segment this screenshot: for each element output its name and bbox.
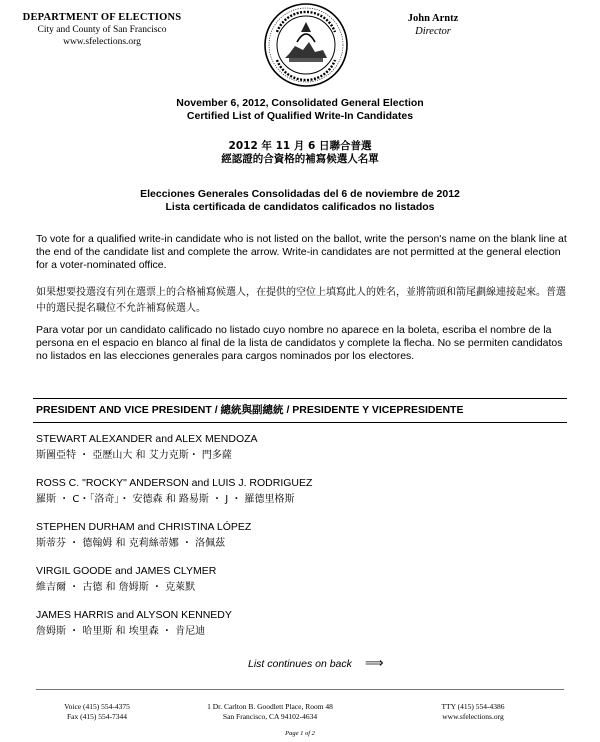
footer-divider — [36, 689, 564, 690]
candidate-name-zh: 斯蒂芬 ・ 德翰姆 和 克莉絲蒂娜 ・ 洛佩茲 — [36, 538, 226, 549]
section-title: PRESIDENT AND VICE PRESIDENT / 總統與副總統 / PRESIDENTE Y VICEPRESIDENTE — [36, 404, 464, 416]
title-zh-line2: 經認證的合資格的補寫候選人名單 — [221, 153, 379, 165]
title-es-line1: Elecciones Generales Consolidadas del 6 de noviembre de 2012 — [140, 188, 460, 200]
city-seal-icon — [263, 2, 349, 88]
director-title: Director — [415, 26, 451, 37]
candidate-name-zh: 詹姆斯 ・ 哈里斯 和 埃里森 ・ 肯尼迪 — [36, 626, 206, 637]
title-chinese — [0, 140, 600, 166]
footer-fax: Fax (415) 554-7344 — [67, 712, 127, 721]
candidate-name-en: STEWART ALEXANDER and ALEX MENDOZA — [36, 433, 258, 445]
footer-address-line1: 1 Dr. Carlton B. Goodlett Place, Room 48 — [207, 702, 333, 711]
title-english — [0, 97, 600, 123]
footer-contact — [418, 702, 528, 722]
candidate-entry — [36, 477, 556, 506]
page-number: Page 1 of 2 — [285, 730, 315, 737]
footer-voice: Voice (415) 554-4375 — [64, 702, 130, 711]
footer-website: www.sfelections.org — [442, 712, 504, 721]
candidate-entry — [36, 609, 556, 638]
candidate-name-en: JAMES HARRIS and ALYSON KENNEDY — [36, 609, 232, 621]
title-es-line2: Lista certificada de candidatos calificados no listados — [165, 201, 435, 213]
director-header — [388, 12, 478, 38]
header-website: www.sfelections.org — [63, 37, 141, 47]
instructions-spanish: Para votar por un candidato calificado no listado cuyo nombre no aparece en la boleta, escriba el nombre de la persona en el espacio en blanco al final de la lista de candidatos y complete la flecha. No se permiten candidatos no listados en las elecciones generales para cargos nominados por los electores. — [36, 324, 563, 362]
title-spanish — [0, 188, 600, 214]
title-en-line1: November 6, 2012, Consolidated General Election — [176, 97, 424, 109]
candidate-entry — [36, 565, 556, 594]
candidate-name-zh: 維吉爾 ・ 古德 和 詹姆斯 ・ 克萊默 — [36, 582, 196, 593]
footer-address — [180, 702, 360, 722]
footer-address-line2: San Francisco, CA 94102-4634 — [222, 712, 318, 721]
candidate-name-en: VIRGIL GOODE and JAMES CLYMER — [36, 565, 217, 577]
candidate-name-zh: 斯圖亞特 ・ 亞歷山大 和 艾力克斯・ 門多薩 — [36, 450, 232, 461]
title-zh-line1: 2012 年 11 月 6 日聯合普選 — [228, 140, 372, 152]
candidate-name-en: STEPHEN DURHAM and CHRISTINA LÓPEZ — [36, 521, 252, 533]
candidate-entry — [36, 433, 556, 462]
instructions-english: To vote for a qualified write-in candidate who is not listed on the ballot, write the person's name on the blank line at the end of the candidate list and complete the arrow. Write-in candidates are not permitted at the general election for a voter-nominated office. — [36, 233, 567, 271]
footer-tty: TTY (415) 554-4386 — [441, 702, 505, 711]
section-divider-bottom — [33, 422, 567, 423]
department-header — [12, 12, 192, 48]
list-continues-text: List continues on back — [248, 658, 352, 670]
candidate-name-en: ROSS C. "ROCKY" ANDERSON and LUIS J. RODRIGUEZ — [36, 477, 313, 489]
list-continues-note — [248, 656, 383, 671]
instructions-chinese: 如果想要投選沒有列在選票上的合格補寫候選人，在提供的空位上填寫此人的姓名，並將箭頭和箭尾劃線連接起來。普選中的選民提名職位不允許補寫候選人。 — [36, 287, 566, 314]
candidate-entry — [36, 521, 556, 550]
section-divider-top — [33, 398, 567, 399]
right-arrow-icon: ⟹ — [364, 655, 384, 670]
title-en-line2: Certified List of Qualified Write-In Candidates — [186, 110, 414, 122]
department-name: DEPARTMENT OF ELECTIONS — [22, 12, 182, 23]
director-name: John Arntz — [407, 13, 459, 24]
city-name: City and County of San Francisco — [37, 25, 167, 35]
candidate-name-zh: 羅斯 ・ C・「洛奇」・ 安德森 和 路易斯 ・ J ・ 羅德里格斯 — [36, 494, 295, 505]
footer-phone — [52, 702, 142, 722]
